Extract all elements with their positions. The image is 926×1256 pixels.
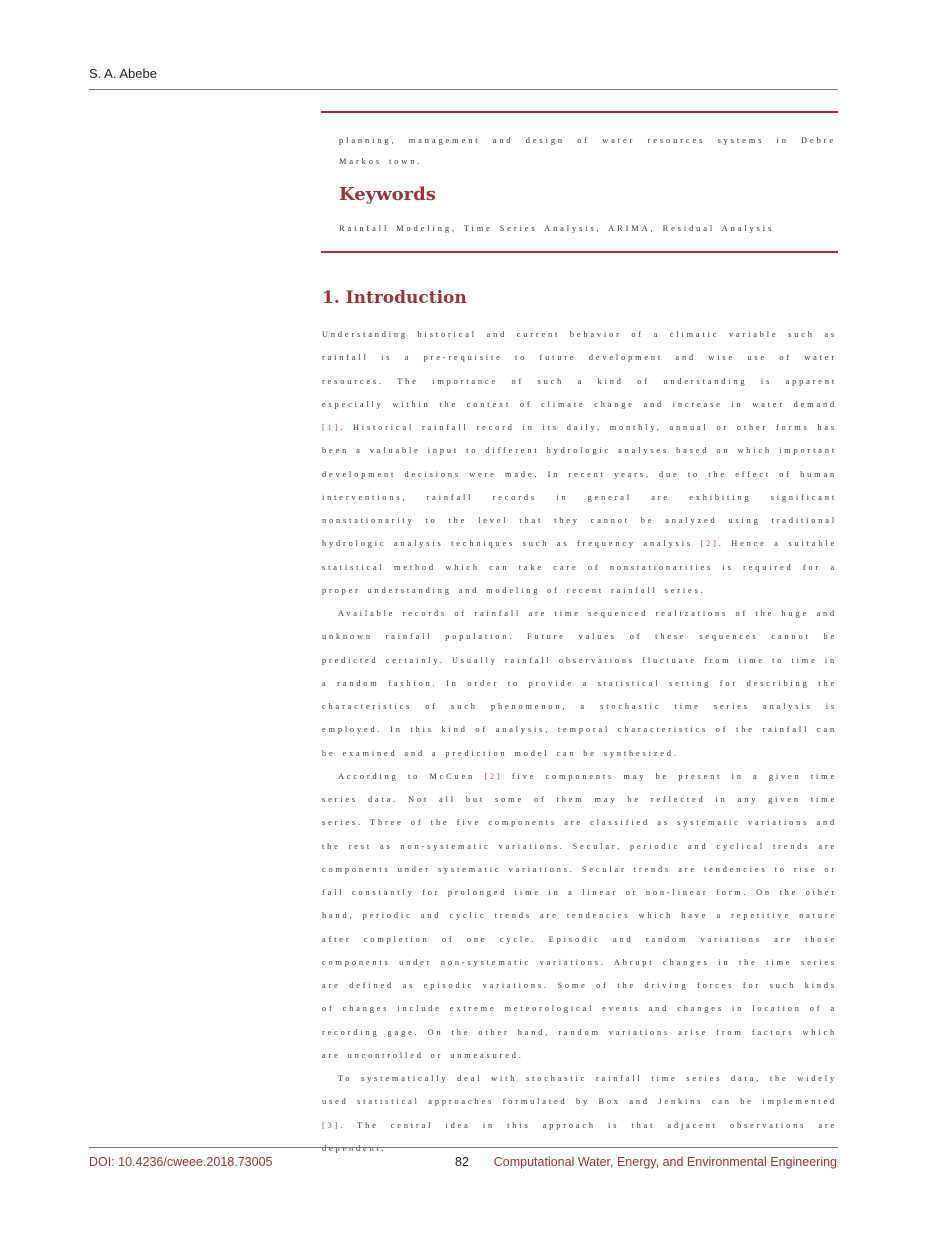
- abstract-bottom-rule: [321, 251, 838, 253]
- footer-rule: [89, 1147, 838, 1148]
- section-body: [322, 323, 837, 1160]
- citation-link[interactable]: [1]: [322, 423, 341, 432]
- paragraph-4-text-a: To systematically deal with stochastic rainfall time series data, the widely used statistical approaches formulated by Box and Jenkins can be implemented: [322, 1074, 837, 1107]
- keywords-text: Rainfall Modeling, Time Series Analysis, ARIMA, Residual Analysis: [339, 224, 775, 233]
- paragraph-1: [322, 323, 837, 602]
- keywords-heading: Keywords: [339, 184, 436, 205]
- paragraph-1-text-b: . Historical rainfall record in its daily, monthly, annual or other forms has been a valuable input to different hydrologic analyses based on which important development decisions were made. In recent years, due to the effect of human interventions, rainfall records in general are exhibiting significant nonstationarity to the level that they cannot be analyzed using traditional hydrologic analysis techniques such as frequency analysis: [322, 423, 837, 549]
- paragraph-1-text-c: . Hence a suitable statistical method which can take care of nonstationarities is required for a proper understanding and modeling of recent rainfall series.: [322, 539, 837, 595]
- running-head-author: S. A. Abebe: [89, 66, 157, 81]
- footer-page-number: 82: [455, 1155, 469, 1169]
- header-rule: [89, 89, 838, 90]
- paragraph-1-text-a: Understanding historical and current behavior of a climatic variable such as rainfall is a pre-requisite to future development and wise use of water resources. The importance of such a kind of understanding is apparent especially within the context of climate change and increase in water demand: [322, 330, 837, 409]
- citation-link[interactable]: [2]: [484, 771, 503, 781]
- abstract-tail-text: planning, management and design of water resources systems in Debre Markos town.: [339, 136, 836, 166]
- footer-doi-link[interactable]: DOI: 10.4236/cweee.2018.73005: [89, 1155, 273, 1169]
- paragraph-2: Available records of rainfall are time sequenced realizations of the huge and unknown rainfall population. Future values of these sequences cannot be predicted certainly. Usually rainfall observations fluctuate from time to time in a random fashion. In order to provide a statistical setting for describing the characteristics of such phenomenon, a stochastic time series analysis is employed. In this kind of analysis, temporal characteristics of the rainfall can be examined and a prediction model can be synthesized.: [322, 609, 837, 758]
- paragraph-4-text-b: . The central idea in this approach is that adjacent observations are dependent.: [322, 1120, 837, 1153]
- footer-journal-name: Computational Water, Energy, and Environmental Engineering: [493, 1155, 837, 1169]
- paragraph-3-text-b: five components may be present in a given time series data. Not all but some of them may be reflected in any given time series. Three of the five components are classified as systematic variations and the rest as non-systematic variations. Secular, periodic and cyclical trends are components under systematic variations. Secular trends are tendencies to rise or fall constantly for prolonged time in a linear or non-linear form. On the other hand, periodic and cyclic trends are tendencies which have a repetitive nature after completion of one cycle. Episodic and random variations are those components under non-systematic variations. Abrupt changes in the time series are defined as episodic variations. Some of the driving forces for such kinds of changes include extreme meteorological events and changes in location of a recording gage. On the other hand, random variations arise from factors which are uncontrolled or unmeasured.: [322, 771, 837, 1060]
- paragraph-3-text-a: According to McCuen: [338, 771, 485, 781]
- paragraph-3: [322, 765, 837, 1067]
- citation-link[interactable]: [3]: [322, 1120, 341, 1130]
- abstract-top-rule: [321, 111, 838, 113]
- section-title: 1. Introduction: [322, 288, 467, 308]
- citation-link[interactable]: [2]: [700, 539, 719, 549]
